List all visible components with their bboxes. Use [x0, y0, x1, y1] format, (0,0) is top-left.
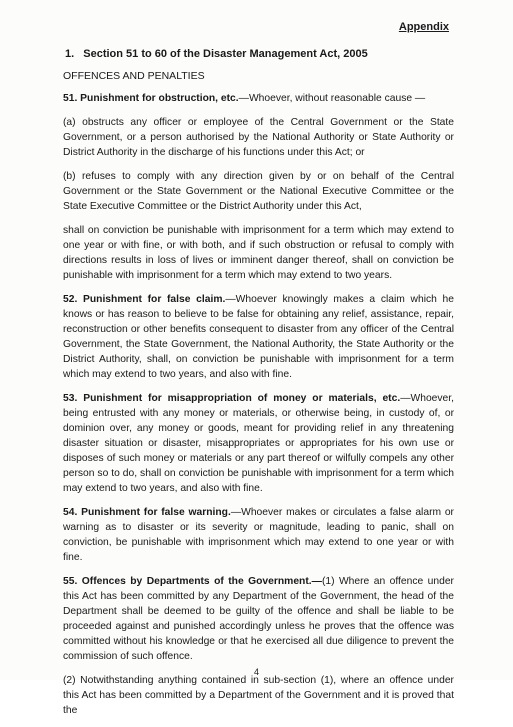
- section-55-sub-1-text: (1) Where an offence under this Act has been committed by any Department of the Government, the head of the Department shall be deemed to be guilty of the offence and shall be liable to be proceeded against and punished accordingly unless he proves that the offence was committed without his knowledge or that he exercised all due diligence to prevent the commission of such offence.: [63, 576, 454, 662]
- title-text: Section 51 to 60 of the Disaster Management Act, 2005: [83, 48, 368, 60]
- section-51-clause-b: (b) refuses to comply with any direction given by or on behalf of the Central Government or the State Government or the National Executive Committee or the State Executive Committee or the District Authority under this Act,: [63, 171, 454, 212]
- section-54: [63, 505, 454, 565]
- appendix-label: Appendix: [398, 21, 449, 33]
- section-52-title: 52. Punishment for false claim.: [63, 294, 226, 305]
- section-51-intro: [63, 91, 454, 106]
- section-heading: OFFENCES AND PENALTIES: [63, 70, 205, 82]
- document-title: [65, 47, 454, 62]
- section-51-clause-a: (a) obstructs any officer or employee of the Central Government or the State Government, or a person authorised by the National Authority or State Authority or District Authority in the discharge of his functions under this Act; or: [63, 117, 454, 158]
- page-number: 4: [253, 667, 259, 677]
- section-51-penalty: shall on conviction be punishable with imprisonment for a term which may extend to one year or with fine, or with both, and if such obstruction or refusal to comply with directions results in loss of lives or imminent danger thereof, shall on conviction be punishable with imprisonment for a term which may extend to two years.: [63, 225, 454, 281]
- document-body: [63, 47, 454, 727]
- section-54-text: —Whoever makes or circulates a false alarm or warning as to disaster or its severity or magnitude, leading to panic, shall on conviction, be punishable with imprisonment which may extend to one year or with fine.: [63, 507, 454, 563]
- section-51-intro-text: —Whoever, without reasonable cause —: [238, 93, 426, 104]
- section-51-title: 51. Punishment for obstruction, etc.: [63, 93, 239, 104]
- section-55-sub-1: [63, 574, 454, 664]
- section-55-title: 55. Offences by Departments of the Government.—: [63, 576, 322, 587]
- section-53: [63, 391, 454, 496]
- title-number: 1.: [65, 48, 75, 60]
- section-54-title: 54. Punishment for false warning.: [63, 507, 231, 518]
- section-53-title: 53. Punishment for misappropriation of money or materials, etc.: [63, 393, 401, 404]
- section-55-sub-2: (2) Notwithstanding anything contained in sub-section (1), where an offence under this Act has been committed by a Department of the Government and it is proved that the: [63, 675, 454, 716]
- section-52: [63, 292, 454, 382]
- section-52-text: —Whoever knowingly makes a claim which he knows or has reason to believe to be false for obtaining any relief, assistance, repair, reconstruction or other benefits consequent to disaster from any officer of the Central Government, the State Government, the National Authority, the State Authority or the District Authority, shall, on conviction be punishable with imprisonment for a term which may extend to two years, and also with fine.: [63, 294, 454, 380]
- section-53-text: —Whoever, being entrusted with any money or materials, or otherwise being, in custody of, or dominion over, any money or goods, meant for providing relief in any threatening disaster situation or disaster, misappropriates or appropriates for his own use or disposes of such money or materials or any part thereof or wilfully compels any other person so to do, shall on conviction be punishable with imprisonment for a term which may extend to two years, and also with fine.: [63, 393, 454, 494]
